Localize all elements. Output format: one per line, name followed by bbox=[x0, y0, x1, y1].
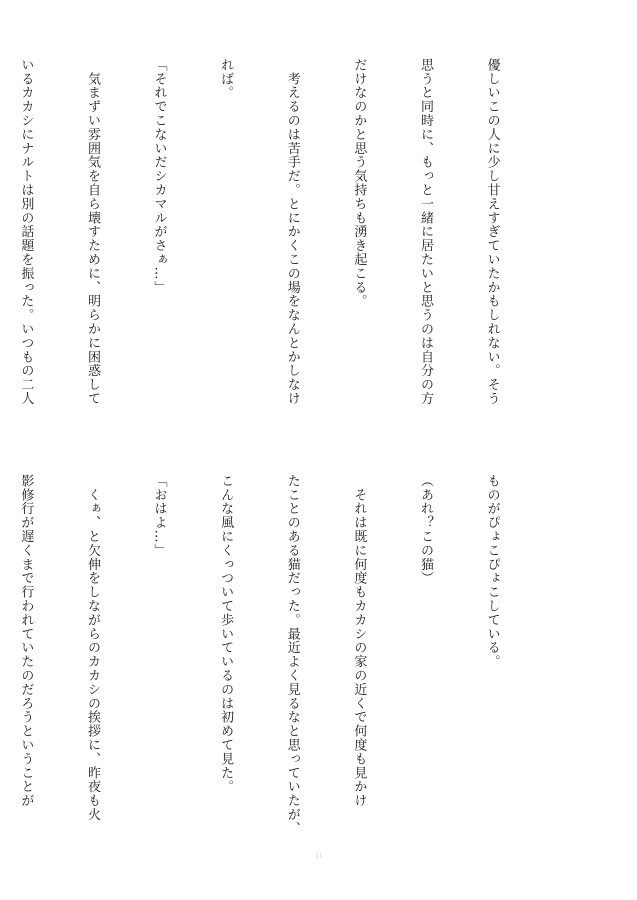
text-column: 思うと同時に、もっと一緒に居たいと思うのは自分の方 bbox=[417, 58, 433, 406]
text-column: 考えるのは苦手だ。とにかくこの場をなんとかしなけ bbox=[284, 58, 300, 406]
text-column: 「それでこないだシカマルがさぁ…」 bbox=[151, 58, 167, 295]
text-column: いるカカシにナルトは別の話題を振った。いつもの二人 bbox=[18, 58, 34, 406]
text-column: それは既に何度もカカシの家の近くで何度も見かけ bbox=[351, 474, 367, 808]
text-block-top bbox=[18, 58, 547, 428]
text-column: 優しいこの人に少し甘えすぎていたかもしれない。そう bbox=[484, 58, 500, 406]
page-number: 11 bbox=[315, 853, 323, 860]
text-column: ものがぴょこぴょこしている。 bbox=[484, 474, 500, 669]
text-column: （あれ？この猫） bbox=[417, 474, 433, 586]
text-column: 「おはよ…」 bbox=[151, 474, 167, 558]
text-column: れば。 bbox=[218, 58, 234, 100]
text-column: だけなのかと思う気持ちも湧き起こる。 bbox=[351, 58, 367, 309]
text-column: くぁ、と欠伸をしながらのカカシの挨拶に、昨夜も火 bbox=[84, 474, 100, 822]
text-column: たことのある猫だった。最近よく見るなと思っていたが、 bbox=[284, 474, 300, 836]
text-column: こんな風にくっついて歩いているのは初めて見た。 bbox=[218, 474, 234, 794]
text-block-bottom bbox=[18, 474, 547, 844]
text-column: 気まずい雰囲気を自ら壊すために、明らかに困惑して bbox=[84, 58, 100, 406]
text-column: 影修行が遅くまで行われていたのだろうということが bbox=[18, 474, 34, 808]
